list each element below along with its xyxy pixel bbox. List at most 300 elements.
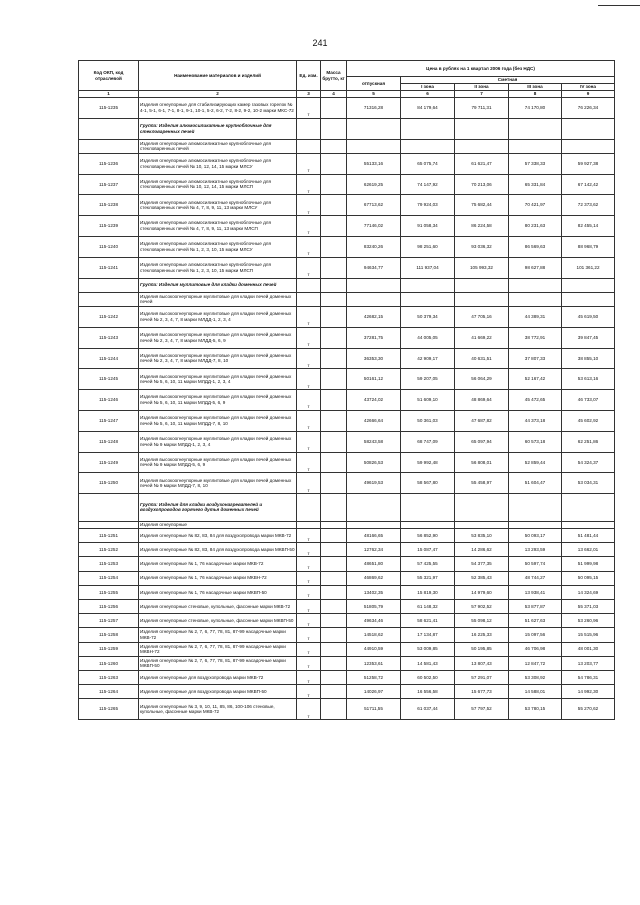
row-price: 48 001,30	[562, 642, 615, 656]
col-number: 2	[139, 91, 297, 98]
row-unit: т	[297, 195, 321, 216]
row-price: 44 389,31	[509, 306, 562, 327]
header-zone1: I зона	[401, 84, 455, 91]
row-price: 56 808,01	[455, 452, 509, 473]
row-price: 65 075,74	[401, 153, 455, 174]
row-price: 16 556,58	[401, 685, 455, 699]
row-code: 115-1238	[79, 195, 139, 216]
row-name: Изделия огнеупорные для стабилизирующих камер газовых горелок № 4-1, 5-1, 6-1, 7-1, 8-1, 9-1, 10-1, 5-2, 6-2, 7-2, 8-2, 9-2, 10-2 марки МКС-72	[139, 98, 297, 119]
row-mass	[321, 656, 347, 670]
row-mass	[321, 216, 347, 237]
row-mass	[321, 685, 347, 699]
row-code: 115-1264	[79, 685, 139, 699]
header-name: Наименование материалов и изделий	[139, 61, 297, 91]
empty-cell	[297, 118, 321, 139]
row-mass	[321, 153, 347, 174]
row-price: 54 377,35	[455, 557, 509, 571]
row-price: 12762,34	[347, 543, 401, 557]
empty-cell	[455, 278, 509, 292]
row-price: 62619,25	[347, 174, 401, 195]
row-name: Изделия огнеупорные алюмосиликатные крупноблочные для стекловаренных печей № 4, 7, 8, 9, 11, 13 марки МЛСП	[139, 216, 297, 237]
col-number: 4	[321, 91, 347, 98]
group-name: Группа: Изделия алюмосиликатные крупноблочные для стекловаренных печей	[139, 118, 297, 139]
row-price: 77146,02	[347, 216, 401, 237]
col-number: 5	[347, 91, 401, 98]
row-price: 70 421,97	[509, 195, 562, 216]
row-name: Изделия высокоогнеупорные муллитовые для кладки печей доменных печей № 2, 3, 4, 7, 8 марки МЛДД-5, 6, 9	[139, 327, 297, 348]
group-row	[79, 494, 615, 521]
row-unit: т	[297, 452, 321, 473]
row-mass	[321, 174, 347, 195]
row-price: 42 909,17	[401, 348, 455, 369]
row-price: 13 203,77	[562, 656, 615, 670]
row-price: 59 927,38	[562, 153, 615, 174]
table-row	[79, 195, 615, 216]
row-price: 14 581,43	[401, 656, 455, 670]
row-name: Изделия огнеупорные для воздухопровода марки МКВП-50	[139, 685, 297, 699]
row-unit: т	[297, 557, 321, 571]
row-price: 55 321,97	[401, 571, 455, 585]
row-price: 94634,77	[347, 257, 401, 278]
row-mass	[321, 452, 347, 473]
row-name: Изделия огнеупорные алюмосиликатные крупноблочные для стекловаренных печей № 10, 12, 14, 15 марки МЛСП	[139, 174, 297, 195]
row-price: 37 807,33	[509, 348, 562, 369]
row-name: Изделия высокоогнеупорные муллитовые для кладки печей доменных печей № 9 марки МЛДД-1, 2, 3, 4	[139, 431, 297, 452]
col-number: 1	[79, 91, 139, 98]
row-unit: т	[297, 543, 321, 557]
row-name: Изделия огнеупорные № 1, 76 насадочные марки МКВН-72	[139, 571, 297, 585]
row-price: 76 226,34	[562, 98, 615, 119]
row-name: Изделия огнеупорные № 2, 7, 6, 77, 78, 81, 87-99 насадочные марки МКВ-72	[139, 628, 297, 642]
row-price: 57 902,52	[455, 600, 509, 614]
row-unit: т	[297, 685, 321, 699]
col-number: 3	[297, 91, 321, 98]
empty-cell	[321, 494, 347, 521]
row-name: Изделия огнеупорные алюмосиликатные крупноблочные для стекловаренных печей № 1, 2, 3, 10, 15 марки МЛСП	[139, 257, 297, 278]
row-mass	[321, 306, 347, 327]
row-mass	[321, 614, 347, 628]
table-header	[79, 61, 615, 98]
row-mass	[321, 98, 347, 119]
row-price: 101 361,22	[562, 257, 615, 278]
price-table	[78, 60, 615, 720]
row-price: 91 058,34	[401, 216, 455, 237]
row-price: 86 224,58	[455, 216, 509, 237]
row-price: 44 005,05	[401, 327, 455, 348]
empty-cell	[401, 139, 455, 153]
row-unit: т	[297, 348, 321, 369]
row-mass	[321, 628, 347, 642]
row-price: 47 705,16	[455, 306, 509, 327]
row-price: 53 260,96	[562, 614, 615, 628]
row-mass	[321, 348, 347, 369]
row-name: Изделия огнеупорные стеновые, купольные, фасонные марки МКВ-72	[139, 600, 297, 614]
row-unit: т	[297, 670, 321, 684]
row-mass	[321, 369, 347, 390]
empty-cell	[562, 118, 615, 139]
group-name: Группа: Изделия для кладки воздухонагревателей и воздухопроводов горячего дутья доменных печей	[139, 494, 297, 521]
empty-cell	[347, 278, 401, 292]
empty-cell	[509, 521, 562, 529]
table-row	[79, 236, 615, 257]
empty-cell	[321, 139, 347, 153]
row-mass	[321, 195, 347, 216]
row-price: 48 744,27	[509, 571, 562, 585]
row-code-empty	[79, 521, 139, 529]
row-code: 115-1244	[79, 348, 139, 369]
row-price: 55 098,12	[455, 614, 509, 628]
row-unit: т	[297, 153, 321, 174]
empty-cell	[509, 278, 562, 292]
table-row	[79, 369, 615, 390]
row-price: 42666,64	[347, 410, 401, 431]
table-row	[79, 348, 615, 369]
row-code: 115-1252	[79, 543, 139, 557]
top-edge-mark	[598, 5, 640, 6]
row-price: 79 711,31	[455, 98, 509, 119]
table-row	[79, 656, 615, 670]
row-price: 74 170,80	[509, 98, 562, 119]
row-code: 115-1249	[79, 452, 139, 473]
table-row	[79, 390, 615, 411]
row-price: 12 847,72	[509, 656, 562, 670]
row-unit: т	[297, 410, 321, 431]
row-price: 75 682,44	[455, 195, 509, 216]
empty-cell	[455, 521, 509, 529]
row-price: 55 270,62	[562, 699, 615, 720]
row-price: 57 797,52	[455, 699, 509, 720]
row-price: 52 385,43	[455, 571, 509, 585]
row-price: 70 213,06	[455, 174, 509, 195]
table-row	[79, 98, 615, 119]
header-zone3: III зона	[509, 84, 562, 91]
row-unit: т	[297, 216, 321, 237]
row-code: 115-1248	[79, 431, 139, 452]
row-code: 115-1259	[79, 642, 139, 656]
row-price: 53 877,87	[509, 600, 562, 614]
table-row	[79, 327, 615, 348]
row-mass	[321, 557, 347, 571]
row-mass	[321, 431, 347, 452]
row-price: 62 251,86	[562, 431, 615, 452]
row-code: 115-1251	[79, 529, 139, 543]
row-price: 45 619,50	[562, 306, 615, 327]
empty-cell	[509, 292, 562, 306]
row-price: 13 293,59	[509, 543, 562, 557]
row-price: 80 231,63	[509, 216, 562, 237]
row-price: 53 308,92	[509, 670, 562, 684]
row-code-empty	[79, 494, 139, 521]
row-price: 79 924,03	[401, 195, 455, 216]
row-price: 51805,79	[347, 600, 401, 614]
row-mass	[321, 699, 347, 720]
col-number: 9	[562, 91, 615, 98]
row-price: 13 938,41	[509, 585, 562, 599]
row-price: 88 968,79	[562, 236, 615, 257]
row-price: 57 338,33	[509, 153, 562, 174]
row-mass	[321, 670, 347, 684]
row-price: 46 706,98	[509, 642, 562, 656]
row-price: 51258,72	[347, 670, 401, 684]
header-unit: Ед. изм.	[297, 61, 321, 91]
group-name: Группа: Изделия муллитовые для кладки доменных печей	[139, 278, 297, 292]
row-mass	[321, 390, 347, 411]
row-code: 115-1250	[79, 473, 139, 494]
row-code: 115-1254	[79, 571, 139, 585]
empty-cell	[401, 278, 455, 292]
row-price: 47 687,82	[455, 410, 509, 431]
row-price: 39 847,45	[562, 327, 615, 348]
row-price: 13 662,01	[562, 543, 615, 557]
empty-cell	[455, 292, 509, 306]
table-row	[79, 473, 615, 494]
row-unit: т	[297, 431, 321, 452]
table-row	[79, 306, 615, 327]
row-price: 50 093,17	[509, 529, 562, 543]
table-row	[79, 600, 615, 614]
row-code-empty	[79, 278, 139, 292]
row-name: Изделия огнеупорные № 2, 7, 6, 77, 78, 81, 87-99 насадочные марки МКВП-50	[139, 656, 297, 670]
table-row	[79, 529, 615, 543]
table-row	[79, 628, 615, 642]
empty-cell	[562, 278, 615, 292]
row-price: 57 291,07	[455, 670, 509, 684]
empty-cell	[347, 292, 401, 306]
row-mass	[321, 236, 347, 257]
row-price: 65 097,94	[455, 431, 509, 452]
header-estimate: Сметная	[401, 77, 615, 84]
row-code: 115-1263	[79, 670, 139, 684]
empty-cell	[401, 292, 455, 306]
page-number: 241	[312, 38, 328, 48]
row-price: 48 869,64	[455, 390, 509, 411]
row-price: 45 472,65	[509, 390, 562, 411]
row-mass	[321, 473, 347, 494]
row-unit: т	[297, 571, 321, 585]
row-price: 12353,61	[347, 656, 401, 670]
row-price: 51 481,44	[562, 529, 615, 543]
row-mass	[321, 600, 347, 614]
table-row	[79, 614, 615, 628]
row-price: 50 195,85	[455, 642, 509, 656]
row-price: 68 747,09	[401, 431, 455, 452]
row-price: 50 379,34	[401, 306, 455, 327]
table-row	[79, 153, 615, 174]
empty-cell	[401, 118, 455, 139]
row-name: Изделия высокоогнеупорные муллитовые для кладки печей доменных печей № 5, 6, 10, 11 марки МЛДД-7, 8, 10	[139, 410, 297, 431]
empty-cell	[321, 292, 347, 306]
row-name: Изделия огнеупорные № 2, 7, 6, 77, 78, 81, 87-99 насадочные марки МКВН-72	[139, 642, 297, 656]
table-row	[79, 174, 615, 195]
row-price: 50 095,15	[562, 571, 615, 585]
row-price: 93 036,32	[455, 236, 509, 257]
empty-cell	[321, 521, 347, 529]
row-code: 115-1240	[79, 236, 139, 257]
row-price: 14518,62	[347, 628, 401, 642]
row-price: 14 992,30	[562, 685, 615, 699]
row-unit: т	[297, 585, 321, 599]
row-price: 15 819,30	[401, 585, 455, 599]
row-name: Изделия высокоогнеупорные муллитовые для кладки печей доменных печей № 9 марки МЛДД-7, 8, 10	[139, 473, 297, 494]
header-price-group: Цена в рублях на 1 квартал 2006 года (без НДС)	[347, 61, 615, 77]
row-code: 115-1243	[79, 327, 139, 348]
row-price: 13402,35	[347, 585, 401, 599]
row-code: 115-1237	[79, 174, 139, 195]
column-number-row	[79, 91, 615, 98]
row-price: 15 515,96	[562, 628, 615, 642]
row-unit: т	[297, 529, 321, 543]
row-price: 67 142,42	[562, 174, 615, 195]
empty-cell	[509, 494, 562, 521]
row-price: 65 331,84	[509, 174, 562, 195]
row-price: 36353,30	[347, 348, 401, 369]
row-price: 71316,28	[347, 98, 401, 119]
row-price: 44 373,18	[509, 410, 562, 431]
row-price: 60 573,18	[509, 431, 562, 452]
row-price: 58 621,41	[401, 614, 455, 628]
row-unit: т	[297, 600, 321, 614]
row-unit: т	[297, 327, 321, 348]
row-price: 61 621,47	[455, 153, 509, 174]
row-name: Изделия высокоогнеупорные муллитовые для кладки печей доменных печей № 9 марки МЛДД-5, 6, 9	[139, 452, 297, 473]
row-mass	[321, 410, 347, 431]
row-name: Изделия высокоогнеупорные муллитовые для кладки печей доменных печей № 5, 6, 10, 11 марки МЛДД-1, 2, 3, 4	[139, 369, 297, 390]
row-price: 41 669,22	[455, 327, 509, 348]
table-row	[79, 410, 615, 431]
row-unit: т	[297, 699, 321, 720]
row-name: Изделия огнеупорные № 82, 83, 84 для воздухопровода марки МКВП-50	[139, 543, 297, 557]
row-code: 115-1247	[79, 410, 139, 431]
row-name: Изделия огнеупорные алюмосиликатные крупноблочные для стекловаренных печей № 4, 7, 8, 9, 11, 13 марки МЛСУ	[139, 195, 297, 216]
row-unit: т	[297, 628, 321, 642]
row-code: 115-1257	[79, 614, 139, 628]
empty-cell	[297, 292, 321, 306]
row-name: Изделия огнеупорные № 1, 76 насадочные марки МКВ-72	[139, 557, 297, 571]
row-code: 115-1242	[79, 306, 139, 327]
row-price: 50161,12	[347, 369, 401, 390]
col-number: 8	[509, 91, 562, 98]
header-mass: Масса брутто, кг	[321, 61, 347, 91]
row-price: 57 425,55	[401, 557, 455, 571]
row-code-empty	[79, 118, 139, 139]
row-mass	[321, 327, 347, 348]
col-number: 7	[455, 91, 509, 98]
row-price: 15 097,56	[509, 628, 562, 642]
row-mass	[321, 529, 347, 543]
empty-cell	[562, 292, 615, 306]
row-price: 14 979,60	[455, 585, 509, 599]
empty-cell	[347, 494, 401, 521]
group-row	[79, 278, 615, 292]
row-price: 86 569,63	[509, 236, 562, 257]
header-code: Код ОКП, код отраслевой	[79, 61, 139, 91]
row-price: 38 772,91	[509, 327, 562, 348]
subgroup-row	[79, 521, 615, 529]
empty-cell	[562, 521, 615, 529]
row-price: 45 602,92	[562, 410, 615, 431]
row-price: 55 371,03	[562, 600, 615, 614]
empty-cell	[297, 278, 321, 292]
row-code: 115-1260	[79, 656, 139, 670]
empty-cell	[455, 139, 509, 153]
row-price: 54 786,31	[562, 670, 615, 684]
row-price: 53 009,85	[401, 642, 455, 656]
row-price: 61 037,44	[401, 699, 455, 720]
row-price: 55 458,97	[455, 473, 509, 494]
row-price: 16 225,33	[455, 628, 509, 642]
row-price: 74 147,92	[401, 174, 455, 195]
empty-cell	[347, 118, 401, 139]
row-unit: т	[297, 98, 321, 119]
row-price: 14 324,69	[562, 585, 615, 599]
row-price: 48651,80	[347, 557, 401, 571]
row-unit: т	[297, 174, 321, 195]
subgroup-row	[79, 139, 615, 153]
row-code: 115-1265	[79, 699, 139, 720]
empty-cell	[455, 118, 509, 139]
row-price: 50826,53	[347, 452, 401, 473]
empty-cell	[401, 494, 455, 521]
table-row	[79, 571, 615, 585]
header-zone2: II зона	[455, 84, 509, 91]
subgroup-name: Изделия огнеупорные алюмосиликатные крупноблочные для стекловаренных печей	[139, 139, 297, 153]
row-price: 48166,65	[347, 529, 401, 543]
row-code: 115-1235	[79, 98, 139, 119]
row-price: 52 167,42	[509, 369, 562, 390]
table-body	[79, 98, 615, 720]
empty-cell	[347, 521, 401, 529]
row-price: 58 567,80	[401, 473, 455, 494]
row-unit: т	[297, 642, 321, 656]
row-unit: т	[297, 369, 321, 390]
table-row	[79, 452, 615, 473]
row-unit: т	[297, 306, 321, 327]
row-price: 38 855,10	[562, 348, 615, 369]
row-price: 51 604,47	[509, 473, 562, 494]
row-price: 14026,97	[347, 685, 401, 699]
row-price: 60 502,50	[401, 670, 455, 684]
row-mass	[321, 585, 347, 599]
row-code: 115-1258	[79, 628, 139, 642]
row-price: 42682,15	[347, 306, 401, 327]
table-row	[79, 431, 615, 452]
empty-cell	[401, 521, 455, 529]
row-unit: т	[297, 257, 321, 278]
row-unit: т	[297, 656, 321, 670]
row-price: 13 807,43	[455, 656, 509, 670]
row-mass	[321, 642, 347, 656]
row-price: 51 627,63	[509, 614, 562, 628]
row-price: 51 999,98	[562, 557, 615, 571]
group-row	[79, 118, 615, 139]
row-unit: т	[297, 614, 321, 628]
row-price: 59 207,05	[401, 369, 455, 390]
row-price: 98 251,60	[401, 236, 455, 257]
row-price: 15 087,47	[401, 543, 455, 557]
row-code: 115-1256	[79, 600, 139, 614]
row-price: 51 609,10	[401, 390, 455, 411]
row-code: 115-1245	[79, 369, 139, 390]
row-price: 82 455,14	[562, 216, 615, 237]
row-mass	[321, 257, 347, 278]
row-name: Изделия огнеупорные № 3, 9, 10, 11, 85, 86, 100-106 стеновые, купольные, фасонные марки МКВ-72	[139, 699, 297, 720]
row-code: 115-1241	[79, 257, 139, 278]
row-price: 54 324,37	[562, 452, 615, 473]
row-unit: т	[297, 390, 321, 411]
row-price: 58243,58	[347, 431, 401, 452]
row-code-empty	[79, 292, 139, 306]
row-mass	[321, 543, 347, 557]
